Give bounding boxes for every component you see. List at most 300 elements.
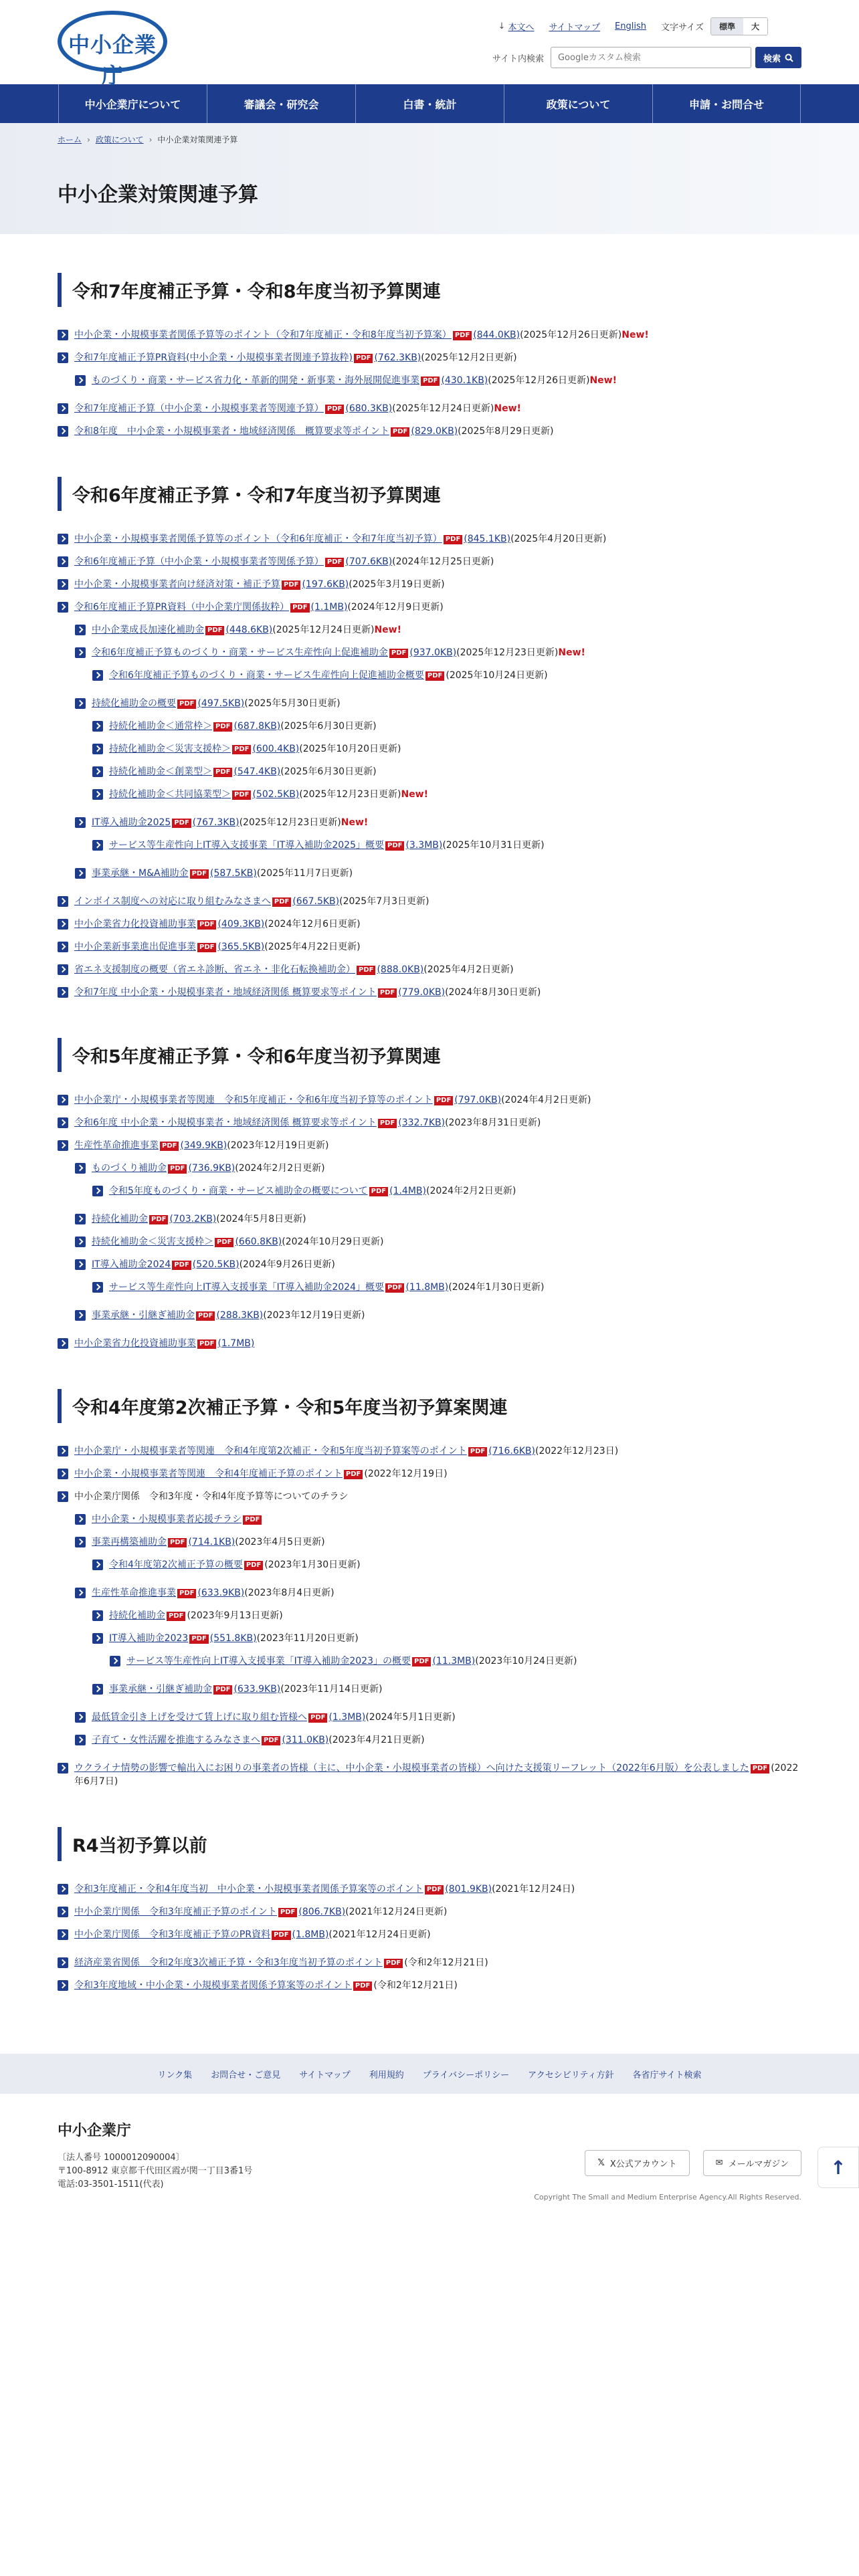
document-link[interactable]: 最低賃金引き上げを受けて賃上げに取り組む皆様へ bbox=[92, 1712, 307, 1723]
file-size[interactable]: (448.6KB) bbox=[225, 625, 273, 635]
chevron-right-icon bbox=[92, 1560, 103, 1570]
document-link[interactable]: 中小企業・小規模事業者等関連 令和4年度補正予算のポイント bbox=[74, 1469, 343, 1479]
chevron-right-icon bbox=[92, 1186, 103, 1196]
chevron-right-icon bbox=[75, 1712, 86, 1723]
file-size[interactable]: (806.7KB) bbox=[298, 1907, 346, 1917]
pdf-icon: PDF bbox=[190, 869, 209, 879]
list-item bbox=[58, 1711, 801, 1724]
footer-link[interactable]: リンク集 bbox=[157, 2070, 193, 2080]
list-item bbox=[58, 1467, 801, 1481]
file-size[interactable]: (332.7KB) bbox=[398, 1117, 446, 1128]
list-item bbox=[58, 1139, 801, 1152]
list-item bbox=[58, 623, 801, 637]
document-link[interactable]: 事業承継・引継ぎ補助金 bbox=[92, 1310, 195, 1321]
update-date: (2024年10月29日更新) bbox=[282, 1237, 384, 1247]
document-link[interactable]: 事業承継・M&A補助金 bbox=[92, 868, 189, 879]
update-date: (令和2年12月21日) bbox=[404, 1957, 488, 1968]
file-size[interactable]: (11.3MB) bbox=[432, 1656, 476, 1667]
link-list bbox=[58, 1212, 801, 1294]
breadcrumb-current: 中小企業対策関連予算 bbox=[157, 135, 238, 144]
chevron-right-icon bbox=[75, 1214, 86, 1224]
footer-address bbox=[58, 2151, 252, 2191]
file-size[interactable]: (497.5KB) bbox=[197, 698, 245, 709]
x-account-label: X公式アカウント bbox=[609, 2159, 677, 2169]
chevron-right-icon bbox=[58, 1929, 68, 1940]
pdf-icon: PDF bbox=[308, 1713, 327, 1723]
list-item bbox=[58, 1513, 801, 1526]
file-size[interactable]: (365.5KB) bbox=[217, 942, 265, 952]
update-date: (2024年1月30日更新) bbox=[448, 1282, 545, 1293]
list-item bbox=[58, 1883, 801, 1896]
list-item-content bbox=[92, 1258, 801, 1271]
file-size[interactable]: (502.5KB) bbox=[252, 789, 300, 800]
list-item-content bbox=[74, 402, 801, 415]
list-item-content bbox=[92, 1162, 801, 1175]
list-item-content bbox=[92, 374, 801, 387]
list-item-content bbox=[74, 532, 801, 546]
update-date: (2024年2月2日更新) bbox=[425, 1186, 516, 1196]
list-item bbox=[58, 765, 801, 778]
english-link[interactable]: English bbox=[615, 21, 646, 31]
link-list bbox=[58, 1337, 801, 1350]
chevron-right-icon bbox=[92, 744, 103, 754]
update-date: (2023年10月24日更新) bbox=[475, 1656, 577, 1667]
list-item bbox=[58, 1116, 801, 1130]
chevron-right-icon bbox=[58, 403, 68, 414]
pdf-icon: PDF bbox=[189, 1634, 208, 1644]
file-size[interactable]: (797.0KB) bbox=[454, 1095, 502, 1105]
document-link[interactable]: 中小企業省力化投資補助事業 bbox=[74, 919, 196, 930]
document-link[interactable]: IT導入補助金2023 bbox=[109, 1633, 189, 1644]
page-header bbox=[0, 123, 859, 234]
document-link[interactable]: 令和6年度補正予算PR資料（中小企業庁関係抜粋） bbox=[74, 602, 290, 613]
list-item-content bbox=[92, 1309, 801, 1322]
list-item-content bbox=[92, 1513, 801, 1526]
update-date: (2022年6月7日) bbox=[74, 1763, 799, 1787]
link-list bbox=[58, 697, 801, 801]
new-badge: New! bbox=[401, 789, 428, 800]
document-link[interactable]: 中小企業成長加速化補助金 bbox=[92, 625, 204, 635]
link-list bbox=[58, 1956, 801, 1992]
file-size[interactable]: (587.5KB) bbox=[210, 868, 257, 879]
document-link[interactable]: 令和6年度補正予算ものづくり・商業・サービス生産性向上促進補助金 bbox=[92, 647, 388, 658]
new-badge: New! bbox=[341, 817, 369, 828]
chevron-right-icon bbox=[75, 625, 86, 635]
chevron-right-icon bbox=[92, 1610, 103, 1621]
chevron-right-icon bbox=[58, 579, 68, 590]
document-link[interactable]: 令和7年度補正予算（中小企業・小規模事業者等関連予算） bbox=[74, 403, 324, 414]
pdf-icon: PDF bbox=[197, 920, 216, 930]
update-date: (2024年4月2日更新) bbox=[501, 1095, 591, 1105]
pdf-icon: PDF bbox=[290, 603, 309, 613]
arrow-up-icon: ↑ bbox=[830, 2156, 846, 2179]
list-item bbox=[58, 742, 801, 756]
search-button[interactable] bbox=[755, 47, 801, 68]
pdf-icon: PDF bbox=[369, 1187, 388, 1196]
list-item-content bbox=[74, 1956, 801, 1969]
file-size[interactable]: (736.9KB) bbox=[188, 1163, 235, 1174]
document-link[interactable]: 持続化補助金 bbox=[92, 1214, 148, 1224]
pdf-icon: PDF bbox=[391, 427, 409, 437]
list-item bbox=[58, 328, 801, 342]
skip-to-content-link[interactable]: 本文へ bbox=[508, 23, 535, 33]
document-link[interactable]: 中小企業・小規模事業者関係予算等のポイント（令和7年度補正・令和8年度当初予算案） bbox=[74, 330, 452, 340]
chevron-right-icon bbox=[75, 1537, 86, 1547]
file-size[interactable]: (409.3KB) bbox=[217, 919, 265, 930]
file-size[interactable]: (1.1MB) bbox=[310, 602, 348, 613]
document-link[interactable]: ウクライナ情勢の影響で輸出入にお困りの事業者の皆様（主に、中小企業・小規模事業者の皆様）へ向けた支援策リーフレット（2022年6月版）を公表しました bbox=[74, 1763, 749, 1774]
pdf-icon: PDF bbox=[325, 405, 344, 414]
pdf-icon: PDF bbox=[272, 897, 291, 907]
document-link[interactable]: 中小企業・小規模事業者向け経済対策・補正予算 bbox=[74, 579, 280, 590]
document-link[interactable]: 持続化補助金＜創業型＞ bbox=[109, 766, 212, 777]
link-list bbox=[58, 1683, 801, 1696]
update-date: (2021年12月24日更新) bbox=[328, 1929, 431, 1940]
footer-link[interactable]: 各省庁サイト検索 bbox=[632, 2070, 702, 2080]
list-item bbox=[58, 1093, 801, 1107]
document-link[interactable]: 令和6年度補正予算ものづくり・商業・サービス生産性向上促進補助金概要 bbox=[109, 670, 424, 681]
file-size[interactable]: (520.5KB) bbox=[192, 1259, 240, 1270]
chevron-right-icon bbox=[75, 1237, 86, 1247]
list-item-text: 中小企業庁関係 令和3年度・令和4年度予算等についてのチラシ bbox=[74, 1491, 349, 1502]
file-size[interactable]: (600.4KB) bbox=[252, 744, 300, 754]
mail-magazine-button[interactable] bbox=[703, 2150, 801, 2176]
update-date: (2025年8月29日更新) bbox=[458, 426, 554, 437]
document-link[interactable]: サービス等生産性向上IT導入支援事業「IT導入補助金2023」の概要 bbox=[126, 1656, 411, 1667]
sitemap-link[interactable]: サイトマップ bbox=[549, 23, 601, 33]
file-size[interactable]: (3.3MB) bbox=[405, 840, 443, 851]
pdf-icon: PDF bbox=[434, 1096, 453, 1105]
document-link[interactable]: 持続化補助金＜災害支援枠＞ bbox=[92, 1237, 213, 1247]
pdf-icon: PDF bbox=[168, 1164, 187, 1174]
breadcrumb-home[interactable]: ホーム bbox=[58, 135, 82, 144]
file-size[interactable]: (551.8KB) bbox=[209, 1633, 257, 1644]
file-size[interactable]: (1.7MB) bbox=[217, 1338, 255, 1349]
list-item bbox=[58, 1212, 801, 1226]
list-item bbox=[58, 1632, 801, 1645]
list-item bbox=[58, 867, 801, 880]
global-nav bbox=[0, 84, 859, 123]
pdf-icon: PDF bbox=[205, 626, 224, 635]
file-size[interactable]: (762.3KB) bbox=[374, 352, 421, 363]
file-size[interactable]: (703.2KB) bbox=[169, 1214, 217, 1224]
chevron-right-icon bbox=[75, 817, 86, 828]
pdf-icon: PDF bbox=[384, 1959, 403, 1968]
document-link[interactable]: 事業承継・引継ぎ補助金 bbox=[109, 1684, 212, 1695]
file-size[interactable]: (829.0KB) bbox=[411, 426, 458, 437]
list-item-content bbox=[74, 328, 801, 342]
document-link[interactable]: 持続化補助金の概要 bbox=[92, 698, 176, 709]
footer-link[interactable]: サイトマップ bbox=[299, 2070, 351, 2080]
file-size[interactable]: (1.4MB) bbox=[389, 1186, 426, 1196]
list-item bbox=[58, 646, 801, 659]
pdf-icon: PDF bbox=[357, 966, 375, 975]
file-size[interactable]: (633.9KB) bbox=[233, 1684, 281, 1695]
document-link[interactable]: 令和5年度ものづくり・商業・サービス補助金の概要について bbox=[109, 1186, 368, 1196]
document-link[interactable]: ものづくり補助金 bbox=[92, 1163, 167, 1174]
list-item bbox=[58, 1162, 801, 1175]
list-item-content bbox=[74, 986, 801, 999]
document-link[interactable]: 持続化補助金＜共同協業型＞ bbox=[109, 789, 231, 800]
list-item-content bbox=[74, 895, 801, 908]
list-item-content bbox=[74, 601, 801, 614]
update-date: (2025年4月2日更新) bbox=[423, 964, 514, 975]
document-link[interactable]: 持続化補助金 bbox=[109, 1610, 165, 1621]
copyright: Copyright The Small and Medium Enterprise Agency.All Rights Reserved. bbox=[534, 2193, 801, 2202]
list-item bbox=[58, 555, 801, 568]
file-size[interactable]: (714.1KB) bbox=[188, 1537, 235, 1547]
file-size[interactable]: (288.3KB) bbox=[216, 1310, 264, 1321]
list-item bbox=[58, 839, 801, 852]
chevron-right-icon bbox=[58, 1763, 68, 1774]
list-item-content bbox=[109, 720, 801, 733]
list-item-content bbox=[74, 1444, 801, 1458]
document-link[interactable]: 持続化補助金＜災害支援枠＞ bbox=[109, 744, 231, 754]
nav-item[interactable]: 政策について bbox=[504, 84, 652, 123]
pdf-icon: PDF bbox=[160, 1142, 179, 1151]
pdf-icon: PDF bbox=[243, 1515, 262, 1525]
list-item-content bbox=[74, 578, 801, 591]
chevron-right-icon bbox=[92, 766, 103, 777]
list-item bbox=[58, 1281, 801, 1294]
list-item bbox=[58, 816, 801, 829]
pdf-icon: PDF bbox=[325, 558, 344, 567]
chevron-right-icon bbox=[58, 1491, 68, 1502]
document-link[interactable]: 生産性革命推進事業 bbox=[92, 1588, 176, 1598]
list-item bbox=[58, 1490, 801, 1503]
file-size[interactable]: (1.3MB) bbox=[328, 1712, 366, 1723]
pdf-icon: PDF bbox=[213, 1685, 232, 1695]
file-size[interactable]: (937.0KB) bbox=[409, 647, 457, 658]
file-size[interactable]: (707.6KB) bbox=[345, 556, 393, 567]
document-link[interactable]: 持続化補助金＜通常枠＞ bbox=[109, 721, 212, 732]
search-input[interactable] bbox=[551, 47, 751, 68]
link-list bbox=[58, 1444, 801, 1572]
document-link[interactable]: 中小企業・小規模事業者応援チラシ bbox=[92, 1514, 242, 1525]
document-link[interactable]: 経済産業省関係 令和2年度3次補正予算・令和3年度当初予算のポイント bbox=[74, 1957, 383, 1968]
chevron-right-icon bbox=[58, 1884, 68, 1895]
section-heading: 令和7年度補正予算・令和8年度当初予算関連 bbox=[58, 273, 801, 307]
document-link[interactable]: 子育て・女性活躍を推進するみなさまへ bbox=[92, 1735, 260, 1745]
update-date: (2025年12月23日更新) bbox=[239, 817, 341, 828]
list-item bbox=[58, 374, 801, 387]
file-size[interactable]: (801.9KB) bbox=[445, 1884, 492, 1895]
pdf-icon: PDF bbox=[282, 580, 300, 590]
nav-item[interactable]: 白書・統計 bbox=[355, 84, 504, 123]
document-link[interactable]: 令和4年度第2次補正予算の概要 bbox=[109, 1560, 243, 1570]
pdf-icon: PDF bbox=[344, 1470, 363, 1479]
file-size[interactable]: (197.6KB) bbox=[302, 579, 349, 590]
pdf-icon: PDF bbox=[751, 1764, 769, 1774]
section-heading: 令和5年度補正予算・令和6年度当初予算関連 bbox=[58, 1038, 801, 1072]
update-date: (2022年12月19日) bbox=[364, 1469, 448, 1479]
update-date: (2025年7月3日更新) bbox=[339, 896, 430, 907]
list-item bbox=[58, 1979, 801, 1992]
list-item-content bbox=[92, 816, 801, 829]
list-item-content bbox=[92, 1586, 801, 1600]
update-date: (2023年8月4日更新) bbox=[244, 1588, 335, 1598]
document-link[interactable]: 省エネ支援制度の概要（省エネ診断、省エネ・非化石転換補助金） bbox=[74, 964, 355, 975]
postal-address: 〒100-8912 東京都千代田区霞が関一丁目3番1号 bbox=[58, 2166, 253, 2176]
list-item-content bbox=[74, 555, 801, 568]
pdf-icon: PDF bbox=[149, 1215, 168, 1224]
document-link[interactable]: 令和7年度 中小企業・小規模事業者・地域経済関係 概算要求等ポイント bbox=[74, 987, 377, 998]
document-link[interactable]: 令和6年度補正予算（中小企業・小規模事業者等関係予算） bbox=[74, 556, 324, 567]
document-link[interactable]: 中小企業庁関係 令和3年度補正予算のPR資料 bbox=[74, 1929, 271, 1940]
document-link[interactable]: 中小企業庁・小規模事業者等関連 令和5年度補正・令和6年度当初予算等のポイント bbox=[74, 1095, 433, 1105]
document-link[interactable]: IT導入補助金2025 bbox=[92, 817, 171, 828]
document-link[interactable]: インボイス制度への対応に取り組むみなさまへ bbox=[74, 896, 271, 907]
pdf-icon: PDF bbox=[425, 1885, 444, 1895]
document-link[interactable]: 中小企業・小規模事業者関係予算等のポイント（令和6年度補正・令和7年度当初予算） bbox=[74, 534, 442, 544]
chevron-right-icon bbox=[58, 987, 68, 998]
pdf-icon: PDF bbox=[453, 331, 472, 340]
file-size[interactable]: (547.4KB) bbox=[233, 766, 281, 777]
pdf-icon: PDF bbox=[412, 1657, 431, 1667]
search-icon bbox=[785, 53, 793, 62]
page-title: 中小企業対策関連予算 bbox=[58, 183, 258, 207]
document-link[interactable]: 令和3年度地域・中小企業・小規模事業者関係予算案等のポイント bbox=[74, 1980, 352, 1991]
file-size[interactable]: (633.9KB) bbox=[197, 1588, 245, 1598]
chevron-right-icon bbox=[58, 330, 68, 340]
update-date: (令和2年12月21日) bbox=[373, 1980, 458, 1991]
list-item bbox=[58, 1337, 801, 1350]
x-logo-icon: 𝕏 bbox=[597, 2158, 605, 2168]
font-size-standard-button[interactable]: 標準 bbox=[711, 18, 743, 35]
pdf-icon: PDF bbox=[444, 535, 462, 544]
corporate-number: 〔法人番号 1000012090004〕 bbox=[58, 2153, 185, 2163]
font-size-large-button[interactable]: 大 bbox=[743, 18, 767, 35]
file-size[interactable]: (680.3KB) bbox=[345, 403, 393, 414]
file-size[interactable]: (667.5KB) bbox=[292, 896, 340, 907]
update-date: (2023年12月19日更新) bbox=[263, 1310, 365, 1321]
chevron-right-icon bbox=[58, 1907, 68, 1917]
document-link[interactable]: 令和8年度 中小企業・小規模事業者・地域経済関係 概算要求等ポイント bbox=[74, 426, 389, 437]
pdf-icon: PDF bbox=[232, 790, 251, 800]
file-size[interactable]: (888.0KB) bbox=[377, 964, 424, 975]
back-to-top-button[interactable] bbox=[818, 2147, 859, 2188]
file-size[interactable]: (1.8MB) bbox=[292, 1929, 329, 1940]
logo-text: 中小企業庁 bbox=[68, 32, 157, 88]
footer-link[interactable]: プライバシーポリシー bbox=[422, 2070, 510, 2080]
document-link[interactable]: 中小企業庁・小規模事業者等関連 令和4年度第2次補正・令和5年度当初予算案等のポイント bbox=[74, 1446, 467, 1457]
new-badge: New! bbox=[374, 625, 401, 635]
file-size[interactable]: (687.8KB) bbox=[233, 721, 281, 732]
list-item bbox=[58, 788, 801, 801]
file-size[interactable]: (430.1KB) bbox=[441, 375, 488, 386]
file-size[interactable]: (844.0KB) bbox=[473, 330, 520, 340]
chevron-right-icon bbox=[58, 1957, 68, 1968]
pdf-icon: PDF bbox=[172, 819, 191, 828]
chevron-right-icon bbox=[58, 352, 68, 363]
list-item-content bbox=[92, 1235, 801, 1249]
site-logo[interactable] bbox=[58, 11, 170, 88]
chevron-right-icon bbox=[58, 896, 68, 907]
list-item bbox=[58, 1258, 801, 1271]
footer-link[interactable]: アクセシビリティ方針 bbox=[528, 2070, 614, 2080]
search-button-label: 検索 bbox=[763, 53, 781, 64]
chevron-right-icon bbox=[58, 1117, 68, 1128]
chevron-right-icon bbox=[58, 1469, 68, 1479]
new-badge: New! bbox=[494, 403, 521, 414]
list-item-content bbox=[109, 669, 801, 682]
chevron-right-icon bbox=[92, 789, 103, 800]
document-link[interactable]: IT導入補助金2024 bbox=[92, 1259, 171, 1270]
new-badge: New! bbox=[622, 330, 649, 340]
chevron-right-icon bbox=[75, 1259, 86, 1270]
nav-item[interactable]: 審議会・研究会 bbox=[207, 84, 355, 123]
x-account-button[interactable] bbox=[585, 2150, 689, 2176]
file-size[interactable]: (311.0KB) bbox=[282, 1735, 329, 1745]
link-list bbox=[58, 1761, 801, 1788]
footer-link[interactable]: お問合せ・ご意見 bbox=[211, 2070, 281, 2080]
chevron-right-icon bbox=[75, 1310, 86, 1321]
chevron-right-icon bbox=[75, 375, 86, 386]
file-size[interactable]: (349.9KB) bbox=[180, 1140, 227, 1151]
section-heading: 令和6年度補正予算・令和7年度当初予算関連 bbox=[58, 477, 801, 511]
file-size[interactable]: (660.8KB) bbox=[235, 1237, 282, 1247]
update-date: (2024年5月8日更新) bbox=[216, 1214, 306, 1224]
document-link[interactable]: ものづくり・商業・サービス省力化・革新的開発・新事業・海外展開促進事業 bbox=[92, 375, 419, 386]
chevron-right-icon bbox=[75, 1588, 86, 1598]
update-date: (2023年9月13日更新) bbox=[187, 1610, 283, 1621]
breadcrumb-policy[interactable]: 政策について bbox=[95, 135, 144, 144]
document-link[interactable]: 令和7年度補正予算PR資料(中小企業・小規模事業者関連予算抜粋) bbox=[74, 352, 353, 363]
list-item bbox=[58, 425, 801, 438]
file-size[interactable]: (845.1KB) bbox=[464, 534, 511, 544]
update-date: (2023年11月20日更新) bbox=[256, 1633, 359, 1644]
list-item bbox=[58, 1586, 801, 1600]
pdf-icon: PDF bbox=[421, 377, 440, 386]
chevron-right-icon bbox=[58, 964, 68, 975]
chevron-right-icon bbox=[58, 1980, 68, 1991]
section-heading: R4当初予算以前 bbox=[58, 1827, 801, 1861]
document-link[interactable]: 中小企業新事業進出促進事業 bbox=[74, 942, 196, 952]
file-size[interactable]: (716.6KB) bbox=[488, 1446, 535, 1457]
chevron-right-icon bbox=[92, 840, 103, 851]
list-item bbox=[58, 1905, 801, 1919]
list-item-content bbox=[109, 765, 801, 778]
list-item bbox=[58, 895, 801, 908]
document-link[interactable]: 令和6年度 中小企業・小規模事業者・地域経済関係 概算要求等ポイント bbox=[74, 1117, 377, 1128]
document-link[interactable]: サービス等生産性向上IT導入支援事業「IT導入補助金2025」概要 bbox=[109, 840, 384, 851]
pdf-icon: PDF bbox=[385, 1283, 404, 1293]
update-date: (2025年4月20日更新) bbox=[510, 534, 607, 544]
list-item bbox=[58, 697, 801, 710]
pdf-icon: PDF bbox=[197, 1339, 216, 1349]
document-link[interactable]: 令和3年度補正・令和4年度当初 中小企業・小規模事業者関係予算案等のポイント bbox=[74, 1884, 423, 1895]
nav-item[interactable]: 申請・お問合せ bbox=[652, 84, 801, 123]
list-item-content bbox=[74, 918, 801, 931]
link-list bbox=[58, 867, 801, 880]
update-date: (2025年12月23日更新) bbox=[299, 789, 401, 800]
link-list bbox=[58, 1883, 801, 1941]
file-size[interactable]: (11.8MB) bbox=[405, 1282, 449, 1293]
list-item bbox=[58, 1956, 801, 1969]
footer-link[interactable]: 利用規約 bbox=[369, 2070, 404, 2080]
list-item-content bbox=[92, 867, 801, 880]
file-size[interactable]: (767.3KB) bbox=[192, 817, 240, 828]
document-link[interactable]: 中小企業省力化投資補助事業 bbox=[74, 1338, 196, 1349]
document-link[interactable]: 中小企業庁関係 令和3年度補正予算のポイント bbox=[74, 1907, 277, 1917]
chevron-right-icon bbox=[75, 1163, 86, 1174]
chevron-right-icon bbox=[58, 1140, 68, 1151]
file-size[interactable]: (779.0KB) bbox=[398, 987, 446, 998]
document-link[interactable]: 事業再構築補助金 bbox=[92, 1537, 167, 1547]
document-link[interactable]: サービス等生産性向上IT導入支援事業「IT導入補助金2024」概要 bbox=[109, 1282, 384, 1293]
document-link[interactable]: 生産性革命推進事業 bbox=[74, 1140, 159, 1151]
nav-item[interactable]: 中小企業庁について bbox=[58, 84, 207, 123]
